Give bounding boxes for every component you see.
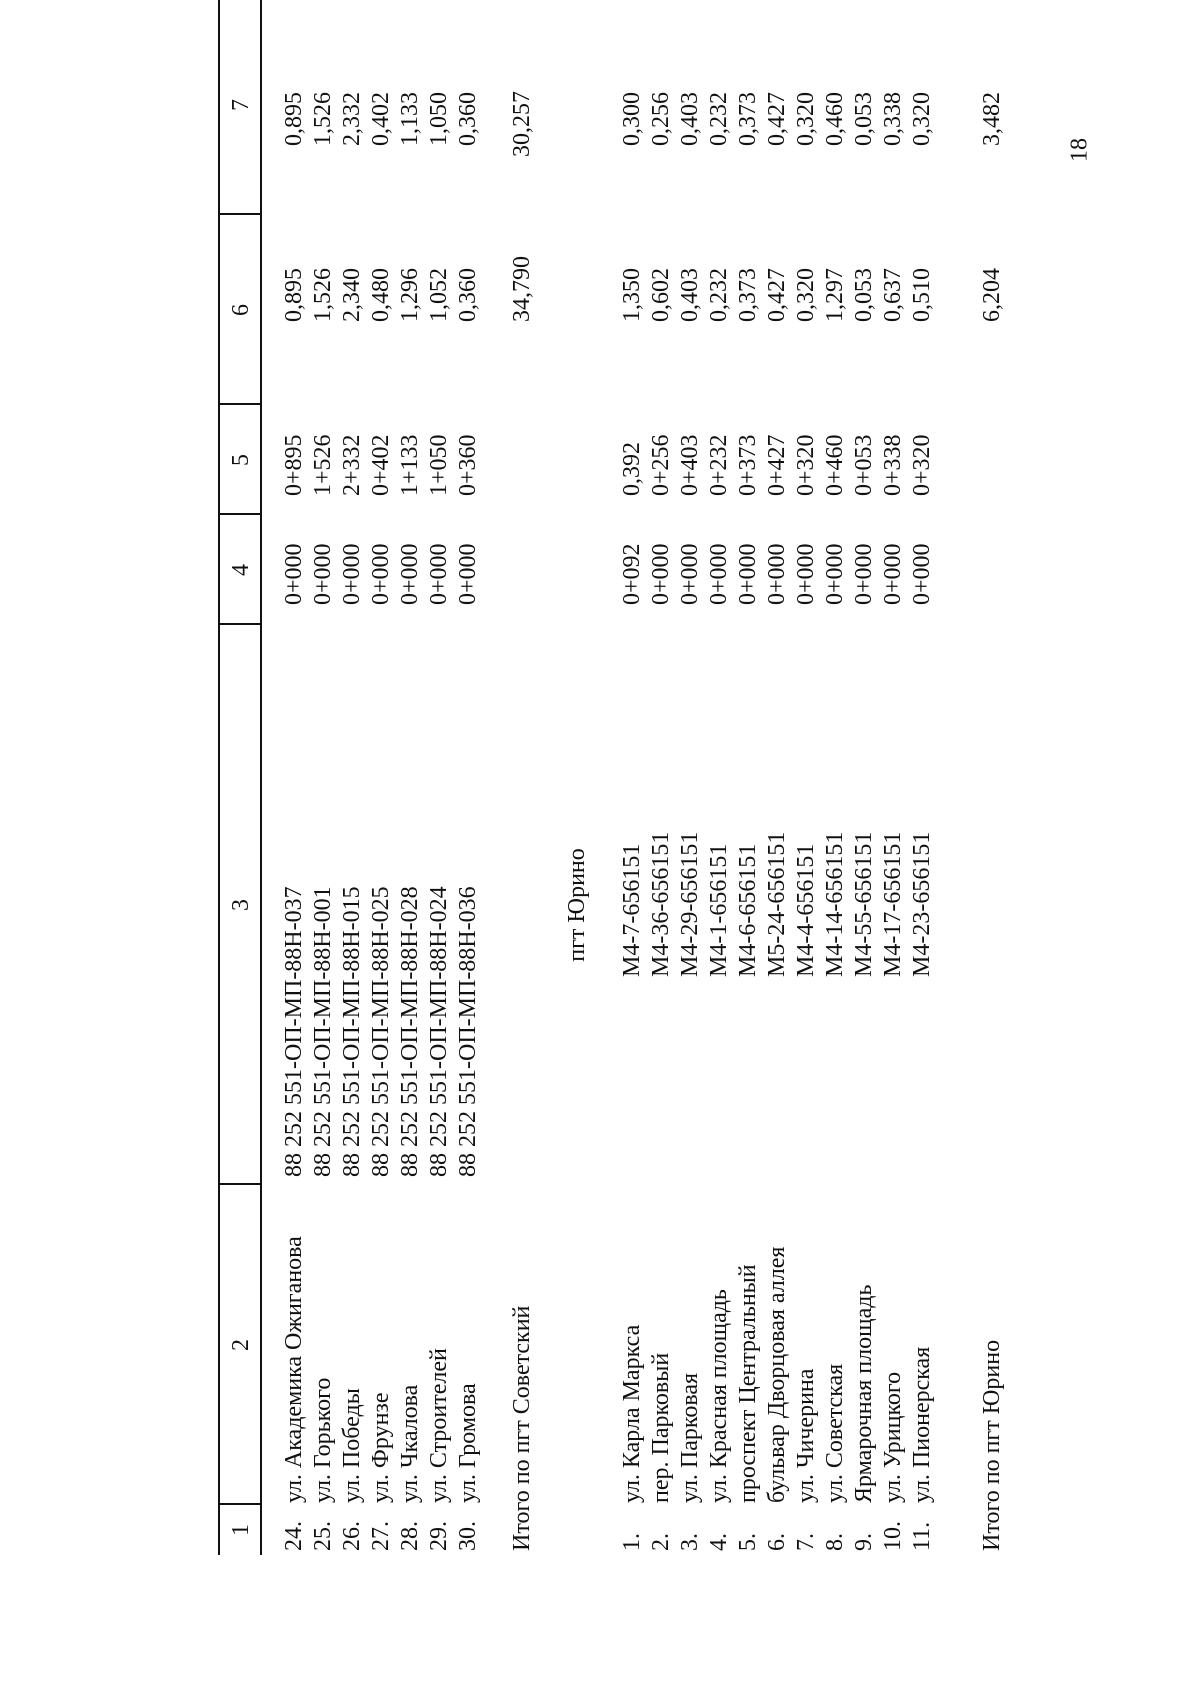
km-end: 1+050 <box>426 434 452 496</box>
length-value: 1,296 <box>397 268 423 322</box>
row-number: 4. <box>706 1533 732 1551</box>
section-title: пгт Юрино <box>564 848 590 962</box>
total-value: 1,526 <box>310 92 336 146</box>
length-value: 0,232 <box>706 268 732 322</box>
header-top-rule <box>218 0 220 1555</box>
road-name: ул. Пионерская <box>909 1346 935 1503</box>
row-number: 5. <box>735 1533 761 1551</box>
km-end: 0+460 <box>822 434 848 496</box>
km-start: 0+000 <box>677 543 703 605</box>
length-value: 0,403 <box>677 268 703 322</box>
row-number: 11. <box>909 1521 935 1551</box>
length-value: 0,373 <box>735 268 761 322</box>
row-number: 24. <box>281 1521 307 1551</box>
section-total-value: 3,482 <box>979 92 1005 146</box>
road-name: ул. Громова <box>455 1383 481 1503</box>
road-id: 88 252 551-ОП-МП-88Н-024 <box>426 886 452 1177</box>
column-header: 1 <box>228 1524 254 1536</box>
row-number: 2. <box>648 1533 674 1551</box>
total-value: 1,050 <box>426 92 452 146</box>
km-start: 0+000 <box>397 543 423 605</box>
road-id: М4-4-656151 <box>793 843 819 977</box>
km-end: 0+895 <box>281 434 307 496</box>
row-number: 26. <box>339 1521 365 1551</box>
km-start: 0+000 <box>851 543 877 605</box>
total-value: 0,320 <box>909 92 935 146</box>
road-id: М4-29-656151 <box>677 831 703 977</box>
row-number: 29. <box>426 1521 452 1551</box>
km-end: 1+133 <box>397 434 423 496</box>
km-start: 0+000 <box>909 543 935 605</box>
row-number: 6. <box>764 1533 790 1551</box>
road-id: 88 252 551-ОП-МП-88Н-036 <box>455 886 481 1177</box>
road-name: ул. Строителей <box>426 1348 452 1503</box>
length-value: 0,320 <box>793 268 819 322</box>
length-value: 0,510 <box>909 268 935 322</box>
row-number: 1. <box>619 1533 645 1551</box>
road-id: 88 252 551-ОП-МП-88Н-037 <box>281 886 307 1177</box>
total-value: 2,332 <box>339 92 365 146</box>
column-header: 4 <box>228 564 254 576</box>
length-value: 0,360 <box>455 268 481 322</box>
km-start: 0+000 <box>822 543 848 605</box>
section-total-label: Итого по пгт Юрино <box>979 1339 1005 1551</box>
road-name: ул. Чкалова <box>397 1384 423 1503</box>
length-value: 0,602 <box>648 268 674 322</box>
road-id: М4-14-656151 <box>822 831 848 977</box>
road-name: ул. Карла Маркса <box>619 1324 645 1503</box>
road-name: ул. Урицкого <box>880 1371 906 1503</box>
total-value: 0,320 <box>793 92 819 146</box>
row-number: 8. <box>822 1533 848 1551</box>
road-id: М4-23-656151 <box>909 831 935 977</box>
km-end: 0+338 <box>880 434 906 496</box>
road-name: пер. Парковый <box>648 1352 674 1503</box>
total-value: 0,427 <box>764 92 790 146</box>
km-end: 0+373 <box>735 434 761 496</box>
km-start: 0+000 <box>793 543 819 605</box>
total-value: 0,232 <box>706 92 732 146</box>
column-header: 3 <box>228 899 254 911</box>
road-id: М4-55-656151 <box>851 831 877 977</box>
km-end: 0+427 <box>764 434 790 496</box>
road-id: 88 252 551-ОП-МП-88Н-028 <box>397 886 423 1177</box>
road-name: ул. Победы <box>339 1388 365 1503</box>
road-id: М4-7-656151 <box>619 843 645 977</box>
road-name: ул. Чичерина <box>793 1368 819 1503</box>
total-value: 0,460 <box>822 92 848 146</box>
km-start: 0+000 <box>455 543 481 605</box>
km-end: 0,392 <box>619 442 645 496</box>
total-value: 0,256 <box>648 92 674 146</box>
page-number: 18 <box>1066 138 1093 162</box>
total-value: 0,373 <box>735 92 761 146</box>
road-name: ул. Парковая <box>677 1372 703 1503</box>
road-id: М5-24-656151 <box>764 831 790 977</box>
km-start: 0+000 <box>339 543 365 605</box>
length-value: 0,427 <box>764 268 790 322</box>
road-name: бульвар Дворцовая аллея <box>764 1246 790 1503</box>
column-header: 5 <box>228 454 254 466</box>
km-start: 0+000 <box>764 543 790 605</box>
road-name: ул. Академика Ожиганова <box>281 1236 307 1503</box>
total-value: 0,300 <box>619 92 645 146</box>
total-value: 0,403 <box>677 92 703 146</box>
road-id: М4-17-656151 <box>880 831 906 977</box>
road-id: 88 252 551-ОП-МП-88Н-025 <box>368 886 394 1177</box>
km-end: 0+232 <box>706 434 732 496</box>
total-value: 0,895 <box>281 92 307 146</box>
km-start: 0+000 <box>706 543 732 605</box>
column-header: 7 <box>228 99 254 111</box>
road-name: ул. Фрунзе <box>368 1392 394 1503</box>
km-start: 0+000 <box>735 543 761 605</box>
length-value: 1,350 <box>619 268 645 322</box>
km-end: 0+402 <box>368 434 394 496</box>
row-number: 7. <box>793 1533 819 1551</box>
row-number: 27. <box>368 1521 394 1551</box>
length-value: 1,526 <box>310 268 336 322</box>
road-name: ул. Горького <box>310 1377 336 1503</box>
km-start: 0+000 <box>648 543 674 605</box>
row-number: 30. <box>455 1521 481 1551</box>
total-value: 0,402 <box>368 92 394 146</box>
road-id: М4-6-656151 <box>735 843 761 977</box>
km-end: 2+332 <box>339 434 365 496</box>
road-id: 88 252 551-ОП-МП-88Н-001 <box>310 886 336 1177</box>
length-value: 0,480 <box>368 268 394 322</box>
km-end: 1+526 <box>310 434 336 496</box>
length-value: 1,297 <box>822 268 848 322</box>
column-header: 6 <box>228 304 254 316</box>
km-end: 0+256 <box>648 434 674 496</box>
km-end: 0+053 <box>851 434 877 496</box>
length-value: 2,340 <box>339 268 365 322</box>
section-total-length: 6,204 <box>979 268 1005 322</box>
length-value: 0,053 <box>851 268 877 322</box>
km-start: 0+000 <box>281 543 307 605</box>
roads-table <box>218 0 1038 1555</box>
total-value: 1,133 <box>397 92 423 146</box>
row-number: 25. <box>310 1521 336 1551</box>
km-start: 0+000 <box>310 543 336 605</box>
km-end: 0+320 <box>793 434 819 496</box>
road-name: ул. Красная площадь <box>706 1289 732 1503</box>
column-header: 2 <box>228 1339 254 1351</box>
road-name: Ярмарочная площадь <box>851 1284 877 1503</box>
km-end: 0+403 <box>677 434 703 496</box>
road-id: М4-1-656151 <box>706 843 732 977</box>
length-value: 0,895 <box>281 268 307 322</box>
road-name: проспект Центральный <box>735 1264 761 1503</box>
section-total-label: Итого по пгт Советский <box>509 1305 535 1551</box>
total-value: 0,360 <box>455 92 481 146</box>
km-end: 0+320 <box>909 434 935 496</box>
header-bottom-rule <box>260 0 262 1555</box>
km-start: 0+000 <box>880 543 906 605</box>
row-number: 10. <box>880 1521 906 1551</box>
km-start: 0+000 <box>368 543 394 605</box>
road-name: ул. Советская <box>822 1363 848 1503</box>
section-total-length: 34,790 <box>509 256 535 322</box>
road-id: 88 252 551-ОП-МП-88Н-015 <box>339 886 365 1177</box>
length-value: 1,052 <box>426 268 452 322</box>
total-value: 0,338 <box>880 92 906 146</box>
row-number: 3. <box>677 1533 703 1551</box>
km-start: 0+092 <box>619 543 645 605</box>
km-start: 0+000 <box>426 543 452 605</box>
total-value: 0,053 <box>851 92 877 146</box>
section-total-value: 30,257 <box>509 91 535 157</box>
row-number: 9. <box>851 1533 877 1551</box>
km-end: 0+360 <box>455 434 481 496</box>
row-number: 28. <box>397 1521 423 1551</box>
length-value: 0,637 <box>880 268 906 322</box>
road-id: М4-36-656151 <box>648 831 674 977</box>
